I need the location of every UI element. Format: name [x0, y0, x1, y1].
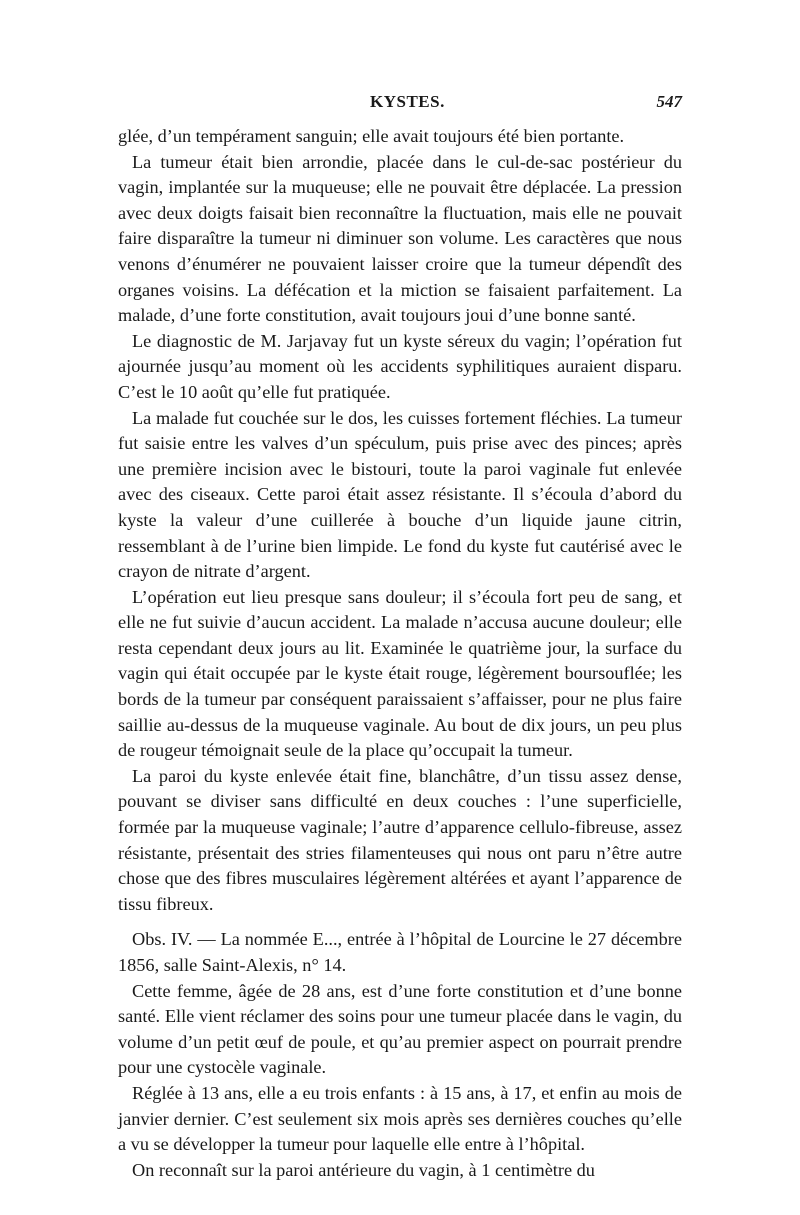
- paragraph-continuation: glée, d’un tempérament sanguin; elle avait toujours été bien portante.: [118, 126, 625, 146]
- paragraph-cyst-wall: La paroi du kyste enlevée était fine, blanchâtre, d’un tissu assez dense, pouvant se diviser sans difficulté en deux couches : l’une superficielle, formée par la muqueuse vaginale; l’autre d’apparence cellulo-fibreuse, assez résistante, présentait des stries filamenteuses qui nous ont paru n’être autre chose que des fibres musculaires légèrement altérées et ayant l’apparence de tissu fibreux.: [118, 765, 682, 914]
- page-number: 547: [656, 92, 682, 111]
- running-header: [118, 92, 682, 118]
- paragraph-examination: On reconnaît sur la paroi antérieure du vagin, à 1 centimètre du: [132, 1159, 595, 1180]
- running-title: KYSTES.: [370, 92, 445, 111]
- paragraph-diagnosis: Le diagnostic de M. Jarjavay fut un kyste séreux du vagin; l’opération fut ajournée jusqu’au moment où les accidents syphilitiques auraient disparu. C’est le 10 août qu’elle fut pratiquée.: [118, 330, 682, 402]
- paragraph-recovery: L’opération eut lieu presque sans douleur; il s’écoula fort peu de sang, et elle ne fut suivie d’aucun accident. La malade n’accusa aucune douleur; elle resta cependant deux jours au lit. Examinée le quatrième jour, la surface du vagin qui était occupée par le kyste était rouge, légèrement boursouflée; les bords de la tumeur par conséquent paraissaient s’affaisser, pour ne plus faire saillie au-dessus de la muqueuse vaginale. Au bout de dix jours, un peu plus de rougeur témoignait seule de la place qu’occupait la tumeur.: [118, 586, 682, 761]
- case-heading-obs-iv: Obs. IV. — La nommée E..., entrée à l’hôpital de Lourcine le 27 décembre 1856, salle Saint-Alexis, n° 14.: [118, 929, 682, 975]
- paragraph-tumor-description: La tumeur était bien arrondie, placée dans le cul-de-sac postérieur du vagin, implantée sur la muqueuse; elle ne pouvait être déplacée. La pression avec deux doigts faisait bien reconnaître la fluctuation, mais elle ne pouvait faire disparaître la tumeur ni diminuer son volume. Les caractères que nous venons d’énumérer ne pouvaient laisser croire que la tumeur dépendît des organes voisins. La défécation et la miction se faisaient parfaitement. La malade, d’une forte constitution, avait toujours joui d’une bonne santé.: [118, 151, 682, 326]
- page-body: [118, 124, 682, 1183]
- paragraph-patient: Cette femme, âgée de 28 ans, est d’une forte constitution et d’une bonne santé. Elle vient réclamer des soins pour une tumeur placée dans le vagin, du volume d’un petit œuf de poule, et qu’au premier aspect on pourrait prendre pour une cystocèle vaginale.: [118, 980, 682, 1078]
- paragraph-history: Réglée à 13 ans, elle a eu trois enfants : à 15 ans, à 17, et enfin au mois de janvier dernier. C’est seulement six mois après ses dernières couches qu’elle a vu se développer la tumeur pour laquelle elle entre à l’hôpital.: [118, 1082, 682, 1155]
- paragraph-operation: La malade fut couchée sur le dos, les cuisses fortement fléchies. La tumeur fut saisie entre les valves d’un spéculum, puis prise avec des pinces; après une première incision avec le bistouri, toute la paroi vaginale fut enlevée avec des ciseaux. Cette paroi était assez résistante. Il s’écoula d’abord du kyste la valeur d’une cuillerée à bouche d’un liquide jaune citrin, ressemblant à de l’urine bien limpide. Le fond du kyste fut cautérisé avec le crayon de nitrate d’argent.: [118, 407, 682, 582]
